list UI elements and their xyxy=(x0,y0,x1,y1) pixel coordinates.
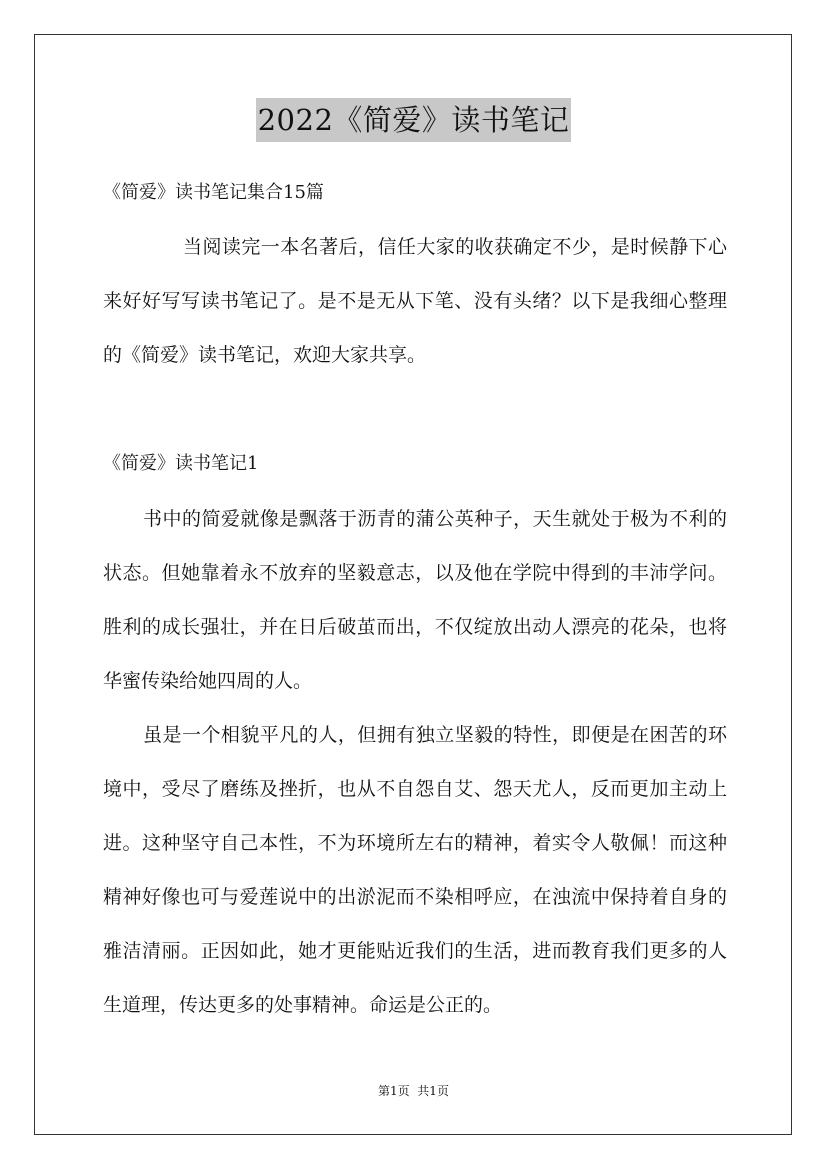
intro-paragraph: 当阅读完一本名著后，信任大家的收获确定不少，是时候静下心来好好写写读书笔记了。是不是无从下笔、没有头绪？以下是我细心整理的《简爱》读书笔记，欢迎大家共享。 xyxy=(103,236,727,366)
body-paragraph: 虽是一个相貌平凡的人，但拥有独立坚毅的特性，即便是在困苦的环境中，受尽了磨练及挫折，也从不自怨自艾、怨天尤人，反而更加主动上进。这种坚守自己本性，不为环境所左右的精神，着实令人敬佩！而这种精神好像也可与爱莲说中的出淤泥而不染相呼应，在浊流中保持着自身的雅洁清丽。正因如此，她才更能贴近我们的生活，进而教育我们更多的人生道理，传达更多的处事精神。命运是公正的。 xyxy=(103,724,727,1016)
body-paragraph: 书中的简爱就像是飘落于沥青的蒲公英种子，天生就处于极为不利的状态。但她靠着永不放弃的坚毅意志，以及他在学院中得到的丰沛学问。胜利的成长强壮，并在日后破茧而出，不仅绽放出动人漂亮的花朵，也将华蜜传染给她四周的人。 xyxy=(103,508,727,692)
page-footer: 第1页 共1页 xyxy=(378,1084,449,1098)
document-subtitle: 《简爱》读书笔记集合15篇 xyxy=(103,182,324,203)
section-heading: 《简爱》读书笔记1 xyxy=(103,453,259,474)
document-title: 2022《简爱》读书笔记 xyxy=(256,98,572,142)
title-container xyxy=(0,98,827,142)
